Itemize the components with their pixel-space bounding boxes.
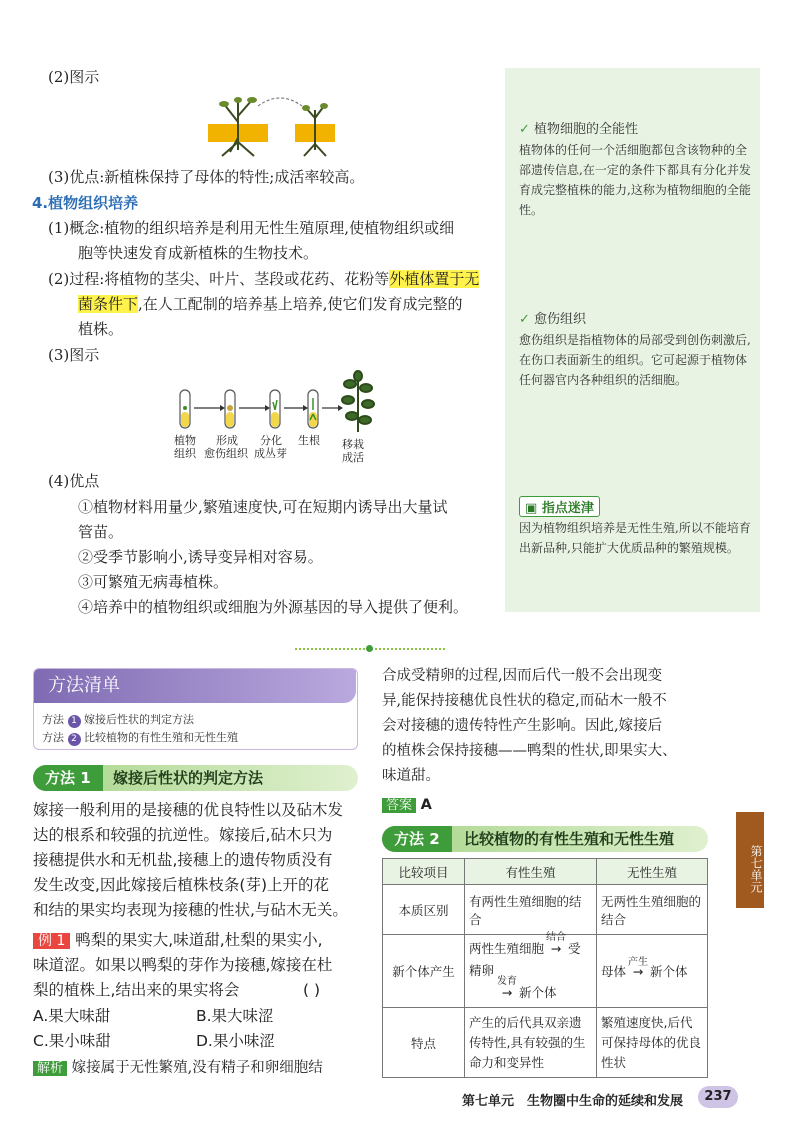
analysis-tag: 解析 <box>33 1061 67 1076</box>
method-1-tag: 方法 1 <box>33 765 103 791</box>
grafting-figure <box>200 92 370 162</box>
caption-callus: 愈伤组织 <box>204 447 248 460</box>
comparison-table <box>382 858 708 1078</box>
concept-line-2: 胞等快速发育成新植株的生物技术。 <box>78 244 319 262</box>
arrow-icon: 产生 → <box>626 964 650 979</box>
option-c: C.果小味甜 <box>33 1032 111 1050</box>
tissue-figure-label: (3)图示 <box>48 346 100 364</box>
advantages-heading: (4)优点 <box>48 472 100 490</box>
arrow-label: 发育 <box>497 976 517 987</box>
table-cell: 产生的后代具双亲遗传特性,具有较强的生命力和变异性 <box>465 1008 597 1078</box>
answer-blank: ( ) <box>303 981 321 999</box>
caption-roots: 生根 <box>298 434 320 447</box>
tip-icon: ▣ <box>525 501 538 516</box>
analysis-continued-line: 味道甜。 <box>382 768 440 784</box>
method-1-header <box>33 765 358 791</box>
page-number: 237 <box>698 1086 738 1108</box>
unit-side-tab: 第七单元 <box>736 812 764 908</box>
analysis-continued-line: 合成受精卵的过程,因而后代一般不会出现变 <box>382 668 663 684</box>
answer-tag: 答案 <box>382 798 416 813</box>
divider-dot-icon <box>366 645 373 652</box>
method-1-paragraph-line: 和结的果实均表现为接穗的性状,与砧木无关。 <box>33 901 348 919</box>
table-cell: 无两性生殖细胞的结合 <box>597 885 708 935</box>
note-totipotency-heading <box>519 118 638 137</box>
analysis-continued-line: 异,能保持接穗优良性状的稳定,而砧木一般不 <box>382 693 667 709</box>
method-prefix: 方法 <box>42 713 64 726</box>
table-header-row <box>383 859 708 885</box>
table-row <box>383 935 708 1008</box>
analysis-continued-line: 会对接穗的遗传特性产生影响。因此,嫁接后 <box>382 718 663 734</box>
table-cell-asexual-process <box>597 935 708 1008</box>
caption-form: 形成 <box>216 434 238 447</box>
method-2-tag: 方法 2 <box>382 826 452 852</box>
process-text: ,在人工配制的培养基上培养,使它们发育成完整的 <box>138 295 463 313</box>
note-heading-text: 愈伤组织 <box>534 312 587 327</box>
table-header: 比较项目 <box>383 859 465 885</box>
method-list-text: 比较植物的有性生殖和无性生殖 <box>84 731 238 744</box>
method-1-paragraph-line: 发生改变,因此嫁接后植株枝条(芽)上开的花 <box>33 876 330 894</box>
tip-heading-text: 指点迷津 <box>541 501 594 516</box>
advantage-4: ④培养中的植物组织或细胞为外源基因的导入提供了便利。 <box>78 598 469 616</box>
table-cell: 新个体产生 <box>383 935 465 1008</box>
arrow-label: 结合 <box>546 932 567 943</box>
method-1-title: 嫁接后性状的判定方法 <box>113 769 264 787</box>
advantage-2: ②受季节影响小,诱导变异相对容易。 <box>78 548 323 566</box>
number-badge: 2 <box>68 733 81 746</box>
table-header: 无性生殖 <box>597 859 708 885</box>
method-list-item-2 <box>42 729 238 746</box>
method-1-paragraph-line: 嫁接一般利用的是接穗的优良特性以及砧木发 <box>33 801 344 819</box>
process-step: 新个体 <box>650 964 688 979</box>
tip-heading <box>519 496 600 517</box>
table-cell: 有两性生殖细胞的结合 <box>465 885 597 935</box>
example-1-line-1 <box>33 928 323 954</box>
table-cell: 本质区别 <box>383 885 465 935</box>
method-2-header <box>382 826 708 852</box>
option-d: D.果小味涩 <box>196 1032 275 1050</box>
option-b: B.果大味涩 <box>196 1007 274 1025</box>
advantage-3: ③可繁殖无病毒植株。 <box>78 573 229 591</box>
analysis-text: 嫁接属于无性繁殖,没有精子和卵细胞结 <box>71 1060 323 1076</box>
arrow-label: 产生 <box>628 957 649 968</box>
tip-text: 因为植物组织培养是无性生殖,所以不能培育出新品种,只能扩大优质品种的繁殖规模。 <box>519 521 751 555</box>
tissue-culture-figure <box>170 370 380 438</box>
arrow-icon: 发育 → <box>495 982 519 1004</box>
analysis-line <box>33 1056 323 1081</box>
note-callus-text: 愈伤组织是指植物体的局部受到创伤刺激后,在伤口表面新生的组织。它可起源于植物体任何器官内各种组织的活细胞。 <box>519 333 751 387</box>
number-badge: 1 <box>68 715 81 728</box>
table-cell: 繁殖速度快,后代可保持母体的优良性状 <box>597 1008 708 1078</box>
check-icon: ✓ <box>519 122 530 137</box>
caption-plant: 植物 <box>174 434 196 447</box>
caption-tissue: 组织 <box>174 447 196 460</box>
table-header: 有性生殖 <box>465 859 597 885</box>
process-step: 母体 <box>601 964 627 979</box>
caption-differentiate: 分化 <box>260 434 282 447</box>
side-notes-panel <box>505 68 760 612</box>
process-step: 两性生殖细胞 <box>469 941 545 956</box>
method-1-paragraph-line: 达的根系和较强的抗逆性。嫁接后,砧木只为 <box>33 826 333 844</box>
method-list-title: 方法清单 <box>34 669 356 703</box>
process-step: 新个体 <box>519 985 557 1000</box>
note-callus-heading <box>519 308 586 327</box>
highlight-text: 外植体置于无 <box>389 270 480 288</box>
example-1-line-2: 味道涩。如果以鸭梨的芽作为接穗,嫁接在杜 <box>33 956 333 974</box>
concept-line-1: (1)概念:植物的组织培养是利用无性生殖原理,使植物组织或细 <box>48 219 455 237</box>
option-a: A.果大味甜 <box>33 1007 111 1025</box>
analysis-continued-line: 的植株会保持接穗——鸭梨的性状,即果实大、 <box>382 743 677 759</box>
graft-figure-label: (2)图示 <box>48 68 100 86</box>
table-row <box>383 1008 708 1078</box>
arrow-icon: 结合 → <box>544 938 568 960</box>
advantage-1b: 管苗。 <box>78 523 124 541</box>
example-1-line-3: 梨的植株上,结出来的果实将会 <box>33 981 240 999</box>
method-prefix: 方法 <box>42 731 64 744</box>
table-cell: 特点 <box>383 1008 465 1078</box>
caption-survive: 成活 <box>342 451 364 464</box>
section-4-heading: 4.植物组织培养 <box>32 194 139 212</box>
graft-advantage: (3)优点:新植株保持了母体的特性;成活率较高。 <box>48 168 365 186</box>
example-tag: 例 1 <box>33 933 70 949</box>
process-line-2 <box>78 293 463 315</box>
answer-line <box>382 793 432 818</box>
advantage-1a: ①植物材料用量少,繁殖速度快,可在短期内诱导出大量试 <box>78 498 448 516</box>
process-line-1 <box>48 268 479 290</box>
process-step: 受精卵 <box>469 941 581 978</box>
table-cell-sexual-process <box>465 932 597 1008</box>
caption-buds: 成丛芽 <box>254 447 287 460</box>
note-heading-text: 植物细胞的全能性 <box>534 122 639 137</box>
process-text: (2)过程:将植物的茎尖、叶片、茎段或花药、花粉等 <box>48 270 390 288</box>
highlight-text: 菌条件下 <box>78 295 139 313</box>
process-line-3: 植株。 <box>78 320 124 338</box>
method-list-box <box>33 668 358 750</box>
method-2-title: 比较植物的有性生殖和无性生殖 <box>464 830 675 848</box>
footer-unit-title: 第七单元 生物圈中生命的延续和发展 <box>462 1094 684 1109</box>
method-list-text: 嫁接后性状的判定方法 <box>84 713 194 726</box>
example-text: 鸭梨的果实大,味道甜,杜梨的果实小, <box>75 931 323 949</box>
answer-value: A <box>420 797 432 813</box>
method-list-item-1 <box>42 711 194 728</box>
check-icon: ✓ <box>519 312 530 327</box>
method-1-paragraph-line: 接穗提供水和无机盐,接穗上的遗传物质没有 <box>33 851 333 869</box>
note-totipotency-text: 植物体的任何一个活细胞都包含该物种的全部遗传信息,在一定的条件下都具有分化并发育成完整植株的能力,这称为植物细胞的全能性。 <box>519 143 751 217</box>
caption-transplant: 移栽 <box>342 438 364 451</box>
